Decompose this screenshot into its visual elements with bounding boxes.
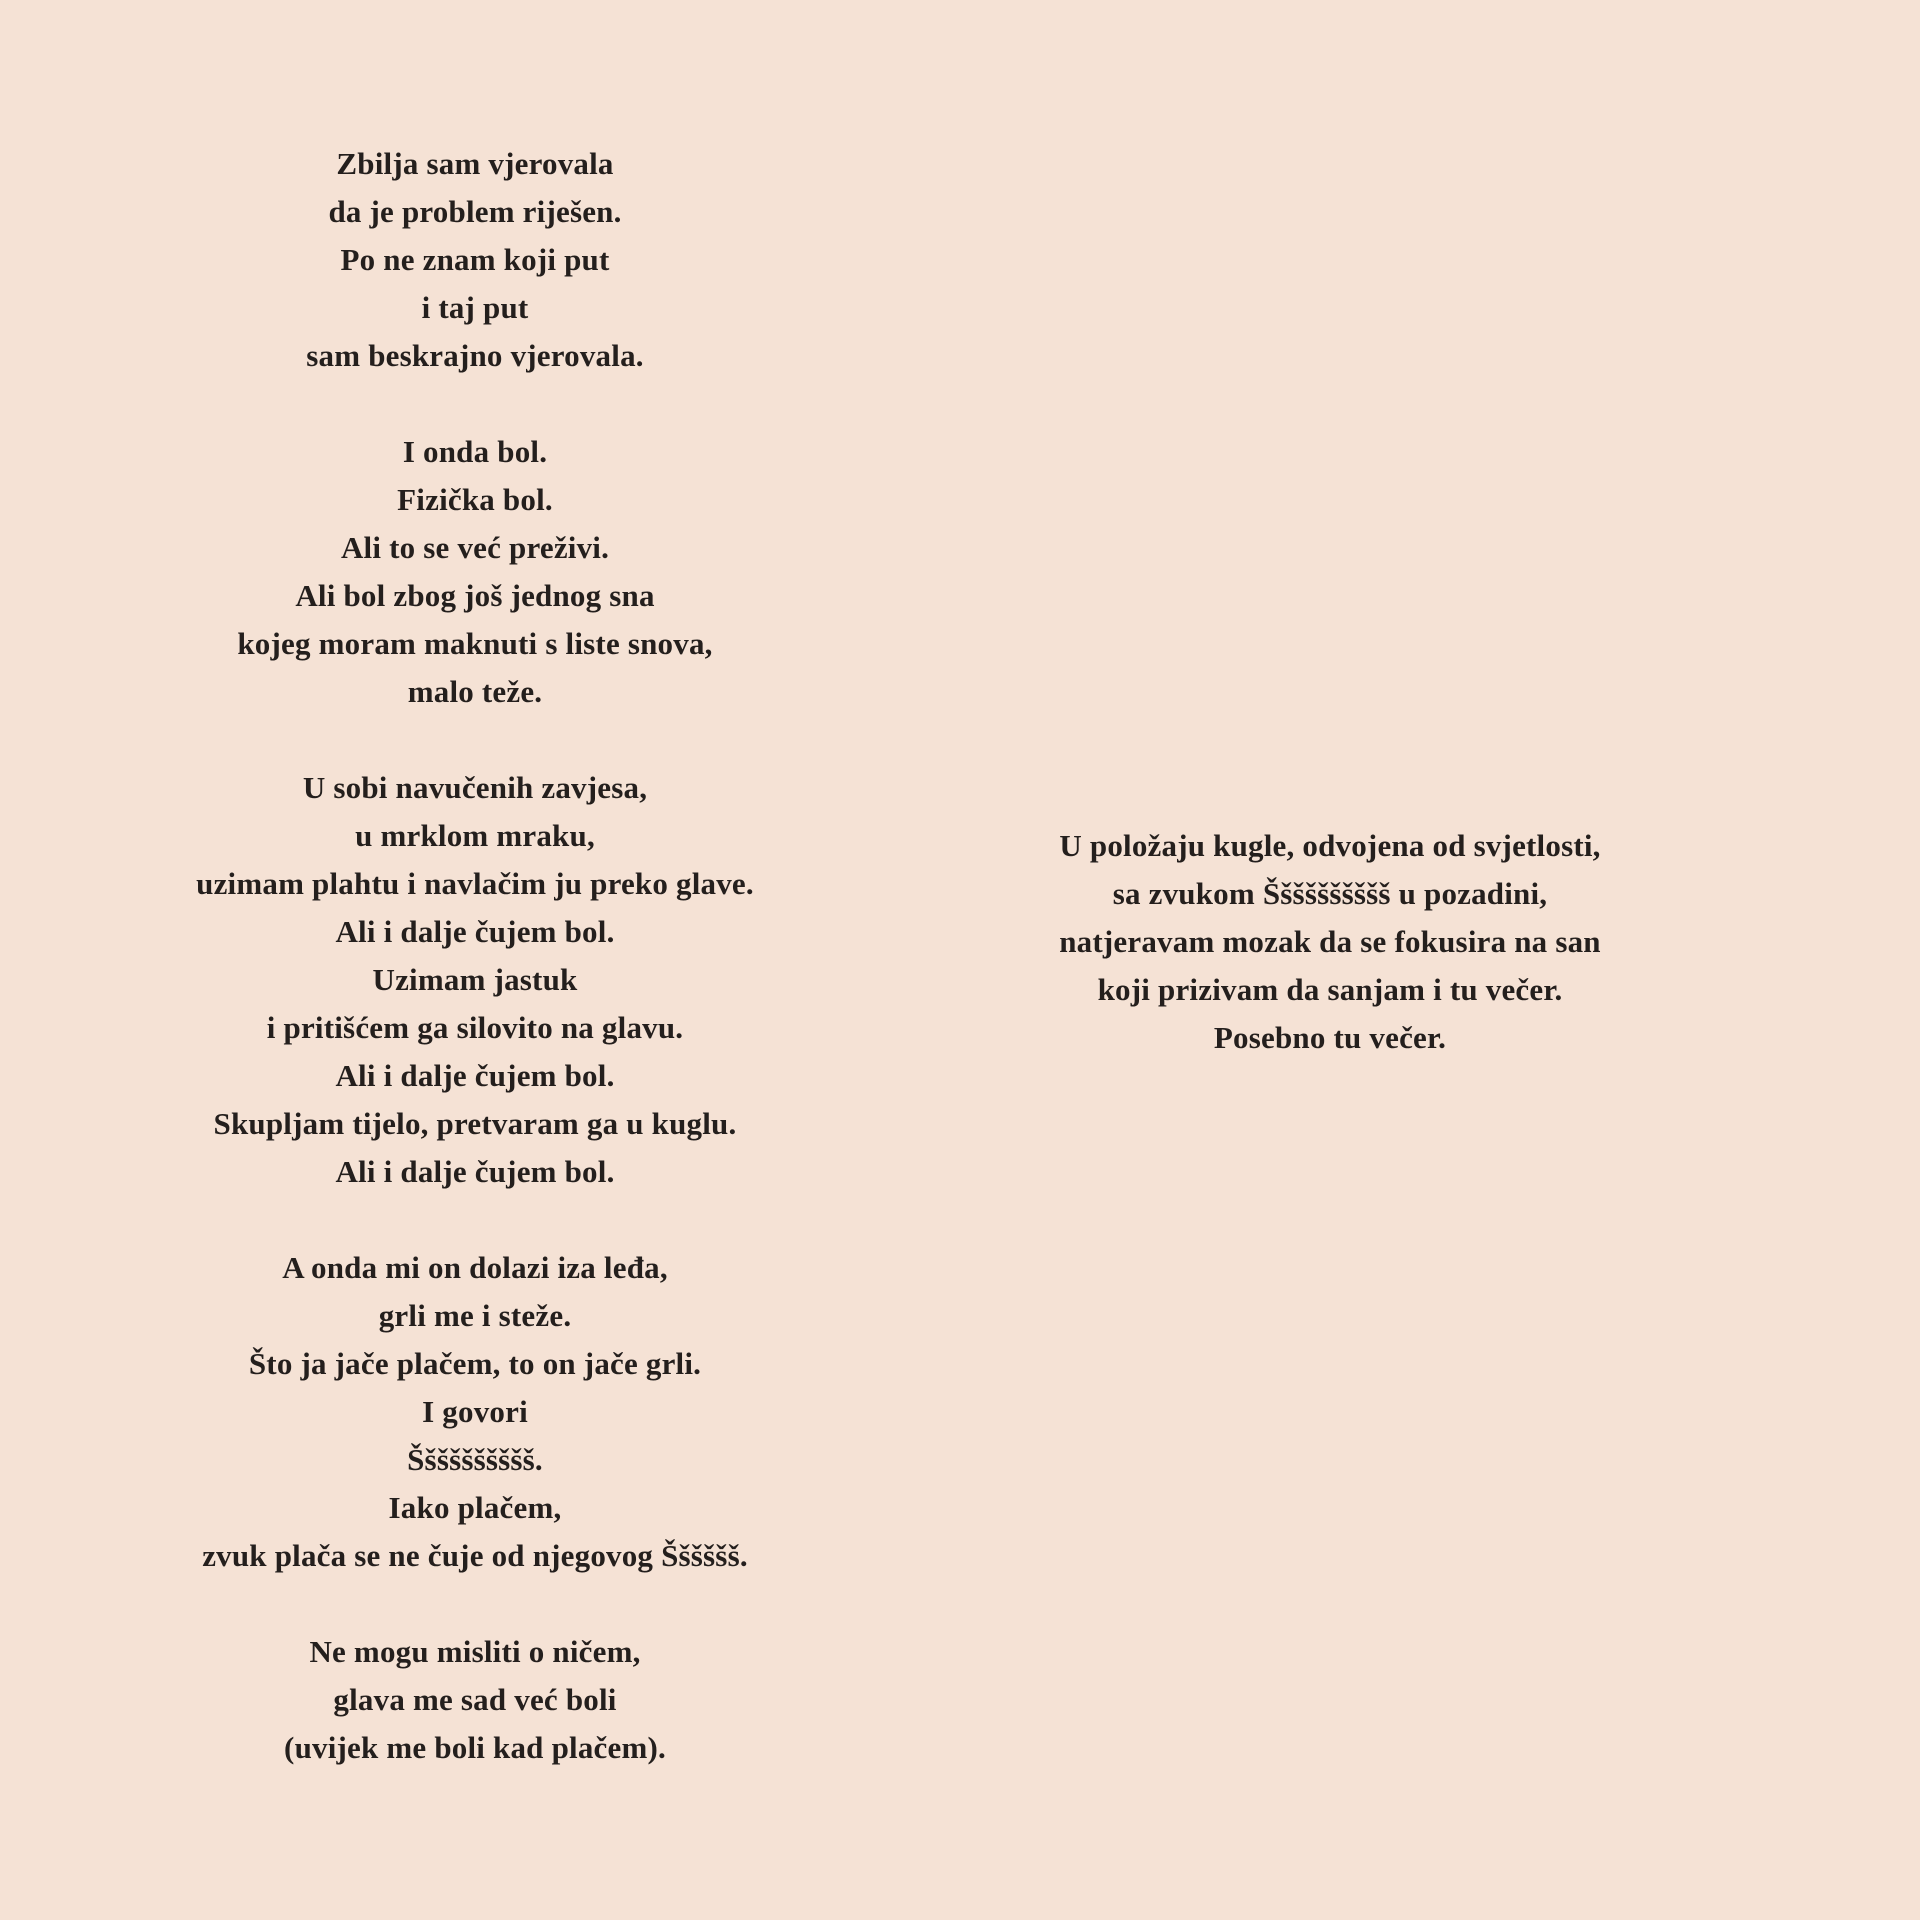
poem-stanza	[60, 428, 890, 716]
poem-line: i pritišćem ga silovito na glavu.	[266, 1010, 684, 1045]
poem-line: sam beskrajno vjerovala.	[306, 338, 644, 373]
poem-line: Posebno tu večer.	[1213, 1020, 1447, 1055]
poem-line: Ali i dalje čujem bol.	[335, 914, 615, 949]
poem-line: natjeravam mozak da se fokusira na san	[1059, 924, 1601, 959]
poem-line: da je problem riješen.	[328, 194, 622, 229]
poem-line: Ali bol zbog još jednog sna	[295, 578, 655, 613]
poem-stanza	[905, 822, 1755, 1062]
poem-line: Ali i dalje čujem bol.	[335, 1154, 615, 1189]
poem-right-column	[905, 822, 1755, 1062]
poem-line: Ali i dalje čujem bol.	[335, 1058, 615, 1093]
poem-stanza	[60, 1628, 890, 1772]
poem-line: U položaju kugle, odvojena od svjetlosti,	[1059, 828, 1601, 863]
poem-line: A onda mi on dolazi iza leđa,	[282, 1250, 668, 1285]
poem-stanza	[60, 140, 890, 380]
poem-line: koji prizivam da sanjam i tu večer.	[1097, 972, 1563, 1007]
poem-line: Ne mogu misliti o ničem,	[309, 1634, 641, 1669]
poem-line: i taj put	[421, 290, 529, 325]
poem-line: Po ne znam koji put	[340, 242, 610, 277]
poem-line: glava me sad već boli	[333, 1682, 617, 1717]
poem-line: Što ja jače plačem, to on jače grli.	[248, 1346, 702, 1381]
poem-line: Zbilja sam vjerovala	[336, 146, 614, 181]
poem-stanza	[60, 1244, 890, 1580]
poem-line: I govori	[422, 1394, 528, 1429]
poem-line: sa zvukom Šššššššššš u pozadini,	[1112, 876, 1548, 911]
poem-left-column	[60, 140, 890, 1772]
poem-line: kojeg moram maknuti s liste snova,	[237, 626, 713, 661]
poem-line: Skupljam tijelo, pretvaram ga u kuglu.	[213, 1106, 737, 1141]
poem-line: uzimam plahtu i navlačim ju preko glave.	[196, 866, 754, 901]
poem-line: U sobi navučenih zavjesa,	[302, 770, 648, 805]
poem-line: Uzimam jastuk	[372, 962, 578, 997]
poem-line: Fizička bol.	[397, 482, 553, 517]
poem-line: Iako plačem,	[388, 1490, 562, 1525]
poem-line: zvuk plača se ne čuje od njegovog Šššššš.	[202, 1538, 748, 1573]
poem-stanza	[60, 764, 890, 1196]
poem-line: (uvijek me boli kad plačem).	[284, 1730, 666, 1765]
poem-line: malo teže.	[407, 674, 543, 709]
poem-line: grli me i steže.	[378, 1298, 572, 1333]
poem-line: I onda bol.	[402, 434, 548, 469]
poem-line: Šššššššššš.	[407, 1442, 543, 1477]
poem-line: Ali to se već preživi.	[340, 530, 610, 565]
poem-line: u mrklom mraku,	[355, 818, 595, 853]
